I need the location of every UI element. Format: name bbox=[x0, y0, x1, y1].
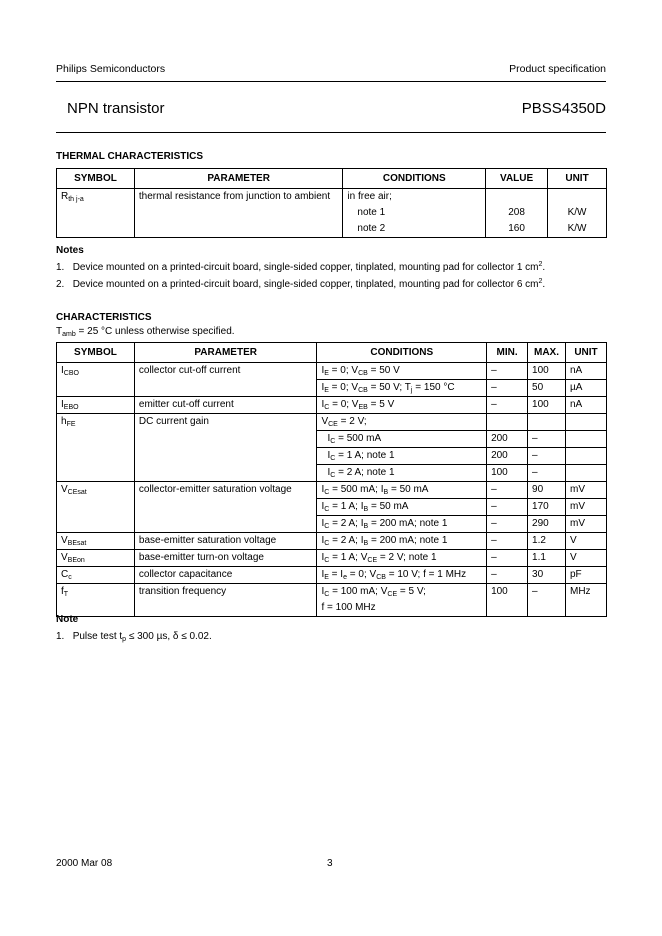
col-header: PARAMETER bbox=[134, 343, 317, 363]
table-row bbox=[57, 533, 607, 550]
symbol-cell: $f_T$ bbox=[57, 584, 135, 617]
thermal-heading: THERMAL CHARACTERISTICS bbox=[56, 151, 204, 162]
note-heading: Note bbox=[56, 614, 79, 625]
max-cell: – bbox=[528, 431, 566, 448]
unit-cell bbox=[566, 431, 607, 448]
min-cell bbox=[487, 414, 528, 431]
table-row bbox=[57, 550, 607, 567]
condition-cell: $I_C = 500$ mA; $I_B = 50$ mA bbox=[317, 482, 487, 499]
table-row bbox=[57, 482, 607, 499]
col-header: CONDITIONS bbox=[317, 343, 487, 363]
unit-cell: K/W bbox=[548, 205, 607, 221]
characteristics-subtitle: $T_{amb} = 25$ °C unless otherwise specified. bbox=[56, 326, 235, 338]
condition-cell: $I_C = 2$ A; note 1 bbox=[317, 465, 487, 482]
parameter-cell: thermal resistance from junction to ambient bbox=[134, 189, 343, 238]
condition-cell: $I_C = 1$ A; $I_B = 50$ mA bbox=[317, 499, 487, 516]
thermal-header-row bbox=[57, 169, 607, 189]
parameter-cell: transition frequency bbox=[134, 584, 317, 617]
product-name: NPN transistor bbox=[67, 100, 165, 117]
symbol-cell: $C_c$ bbox=[57, 567, 135, 584]
min-cell: – bbox=[487, 516, 528, 533]
parameter-cell: DC current gain bbox=[134, 414, 317, 482]
col-header: CONDITIONS bbox=[343, 169, 486, 189]
unit-cell: mV bbox=[566, 499, 607, 516]
min-cell: 100 bbox=[487, 465, 528, 482]
col-header: PARAMETER bbox=[134, 169, 343, 189]
title-rule bbox=[56, 132, 606, 133]
max-cell: – bbox=[528, 465, 566, 482]
symbol-cell: $V_{BEsat}$ bbox=[57, 533, 135, 550]
table-row bbox=[57, 584, 607, 617]
col-header: MIN. bbox=[487, 343, 528, 363]
condition-cell: $I_E = I_e = 0$; $V_{CB} = 10$ V; f = 1 MHz bbox=[317, 567, 487, 584]
parameter-cell: base-emitter turn-on voltage bbox=[134, 550, 317, 567]
max-cell: 50 bbox=[528, 380, 566, 397]
condition-cell: $I_E = 0$; $V_{CB} = 50$ V; $T_j = 150$ °C bbox=[317, 380, 487, 397]
unit-cell: mV bbox=[566, 516, 607, 533]
symbol-cell: $V_{BEon}$ bbox=[57, 550, 135, 567]
min-cell: – bbox=[487, 499, 528, 516]
unit-cell bbox=[566, 414, 607, 431]
parameter-cell: collector capacitance bbox=[134, 567, 317, 584]
company-name: Philips Semiconductors bbox=[56, 63, 166, 75]
parameter-cell: collector-emitter saturation voltage bbox=[134, 482, 317, 533]
table-row bbox=[57, 567, 607, 584]
unit-cell bbox=[566, 465, 607, 482]
condition-cell: in free air; bbox=[343, 189, 486, 206]
min-cell: – bbox=[487, 482, 528, 499]
min-cell: 200 bbox=[487, 448, 528, 465]
note-item: 1. Device mounted on a printed-circuit board, single-sided copper, tinplated, mounting pad for collector 1 $cm^2$. bbox=[56, 261, 546, 273]
symbol-cell: $R_{th j-a}$ bbox=[57, 189, 135, 238]
condition-cell: $I_C = 500$ mA bbox=[317, 431, 487, 448]
unit-cell: nA bbox=[566, 363, 607, 380]
min-cell: – bbox=[487, 363, 528, 380]
unit-cell: K/W bbox=[548, 221, 607, 238]
symbol-cell: $V_{CEsat}$ bbox=[57, 482, 135, 533]
table-row bbox=[57, 363, 607, 380]
max-cell bbox=[528, 414, 566, 431]
condition-cell: $I_C = 1$ A; $V_{CE} = 2$ V; note 1 bbox=[317, 550, 487, 567]
footer-date: 2000 Mar 08 bbox=[56, 858, 113, 869]
table-row bbox=[57, 414, 607, 431]
max-cell: 170 bbox=[528, 499, 566, 516]
notes-heading: Notes bbox=[56, 245, 84, 256]
max-cell: 1.1 bbox=[528, 550, 566, 567]
col-header: MAX. bbox=[528, 343, 566, 363]
max-cell: 100 bbox=[528, 397, 566, 414]
condition-cell: $I_C = 0$; $V_{EB} = 5$ V bbox=[317, 397, 487, 414]
unit-cell: nA bbox=[566, 397, 607, 414]
unit-cell bbox=[566, 448, 607, 465]
table-row bbox=[57, 189, 607, 206]
max-cell: – bbox=[528, 584, 566, 617]
condition-cell: note 2 bbox=[343, 221, 486, 238]
parameter-cell: base-emitter saturation voltage bbox=[134, 533, 317, 550]
unit-cell: V bbox=[566, 533, 607, 550]
min-cell: – bbox=[487, 397, 528, 414]
condition-cell: $I_C = 2$ A; $I_B = 200$ mA; note 1 bbox=[317, 516, 487, 533]
min-cell: – bbox=[487, 550, 528, 567]
note-item: 1. Pulse test $t_p \le 300$ µs, δ ≤ 0.02. bbox=[56, 631, 212, 643]
col-header: SYMBOL bbox=[57, 169, 135, 189]
note-item: 2. Device mounted on a printed-circuit board, single-sided copper, tinplated, mounting pad for collector 6 $cm^2$. bbox=[56, 278, 546, 290]
table-row bbox=[57, 397, 607, 414]
max-cell: 290 bbox=[528, 516, 566, 533]
part-number: PBSS4350D bbox=[521, 100, 606, 117]
col-header: VALUE bbox=[486, 169, 548, 189]
max-cell: 90 bbox=[528, 482, 566, 499]
condition-cell: $I_C = 1$ A; note 1 bbox=[317, 448, 487, 465]
unit-cell: pF bbox=[566, 567, 607, 584]
page-number: 3 bbox=[327, 858, 333, 869]
unit-cell: mV bbox=[566, 482, 607, 499]
condition-cell: $I_C = 2$ A; $I_B = 200$ mA; note 1 bbox=[317, 533, 487, 550]
condition-cell: note 1 bbox=[343, 205, 486, 221]
value-cell: 160 bbox=[486, 221, 548, 238]
col-header: UNIT bbox=[566, 343, 607, 363]
max-cell: 30 bbox=[528, 567, 566, 584]
min-cell: – bbox=[487, 380, 528, 397]
header-rule bbox=[56, 81, 606, 82]
symbol-cell: $I_{EBO}$ bbox=[57, 397, 135, 414]
max-cell: 100 bbox=[528, 363, 566, 380]
value-cell: 208 bbox=[486, 205, 548, 221]
symbol-cell: $I_{CBO}$ bbox=[57, 363, 135, 397]
min-cell: – bbox=[487, 533, 528, 550]
col-header: UNIT bbox=[548, 169, 607, 189]
condition-cell: $I_E = 0$; $V_{CB} = 50$ V bbox=[317, 363, 487, 380]
min-cell: 200 bbox=[487, 431, 528, 448]
min-cell: – bbox=[487, 567, 528, 584]
condition-cell: $V_{CE} = 2$ V; bbox=[317, 414, 487, 431]
max-cell: – bbox=[528, 448, 566, 465]
max-cell: 1.2 bbox=[528, 533, 566, 550]
condition-cell: $I_C = 100$ mA; $V_{CE} = 5$ V; f = 100 MHz bbox=[317, 584, 487, 617]
min-cell: 100 bbox=[487, 584, 528, 617]
doc-type: Product specification bbox=[509, 63, 606, 75]
char-header-row bbox=[57, 343, 607, 363]
characteristics-table bbox=[56, 342, 607, 617]
unit-cell: µA bbox=[566, 380, 607, 397]
unit-cell: MHz bbox=[566, 584, 607, 617]
characteristics-heading: CHARACTERISTICS bbox=[56, 312, 152, 323]
unit-cell: V bbox=[566, 550, 607, 567]
parameter-cell: collector cut-off current bbox=[134, 363, 317, 397]
symbol-cell: $h_{FE}$ bbox=[57, 414, 135, 482]
thermal-table bbox=[56, 168, 607, 238]
parameter-cell: emitter cut-off current bbox=[134, 397, 317, 414]
col-header: SYMBOL bbox=[57, 343, 135, 363]
